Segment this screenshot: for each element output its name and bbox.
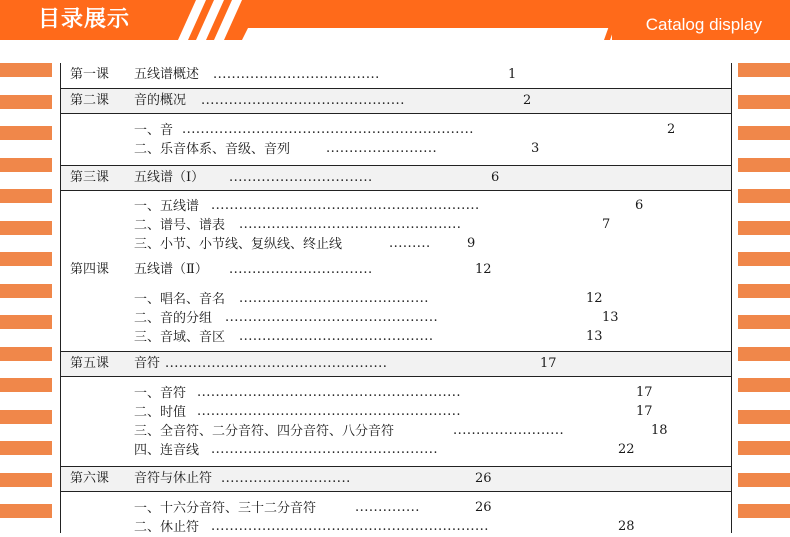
stripe-bar	[738, 252, 790, 266]
page-number: 17	[636, 404, 653, 419]
stripe-bar	[0, 221, 52, 235]
stripe-bar	[738, 504, 790, 518]
stripe-bar	[0, 473, 52, 487]
lesson-row-3	[61, 166, 731, 190]
divider	[61, 190, 731, 191]
stripe-bar	[0, 126, 52, 140]
toc-item-text: 一、音	[134, 123, 174, 138]
page-number: 12	[586, 291, 603, 306]
lesson-title: 五线谱（Ⅰ）	[134, 170, 205, 185]
dot-leader: ............................	[221, 471, 351, 486]
divider	[61, 491, 731, 492]
dot-leader: ...............................	[229, 170, 373, 185]
dot-leader: ................................................	[165, 356, 388, 371]
toc-item	[134, 290, 225, 309]
lesson-number: 第一课	[70, 67, 110, 82]
divider	[61, 113, 731, 114]
stripe-bar	[0, 315, 52, 329]
page-number: 7	[602, 217, 611, 232]
left-stripe-decoration	[0, 40, 52, 533]
lesson-number: 第二课	[70, 93, 110, 108]
stripe-bar	[738, 63, 790, 77]
stripe-bar	[0, 189, 52, 203]
page-number: 13	[602, 310, 619, 325]
lesson-title: 音的概况	[134, 93, 187, 108]
stripe-bar	[738, 189, 790, 203]
toc-item	[134, 121, 173, 140]
page-number: 2	[667, 122, 676, 137]
page-number: 17	[636, 385, 653, 400]
toc-item-text: 二、乐音体系、音级、音列	[134, 142, 291, 157]
dot-leader: ........................	[453, 423, 565, 438]
lesson-row-2	[61, 89, 731, 113]
dot-leader: .........................................................	[197, 404, 462, 419]
page-number: 22	[618, 442, 635, 457]
divider	[61, 376, 731, 377]
stripe-bar	[0, 252, 52, 266]
toc-item	[134, 518, 199, 537]
banner-subtitle: Catalog display	[645, 15, 762, 34]
stripe-bar	[738, 158, 790, 172]
dot-leader: ............................................................	[211, 519, 489, 534]
toc-item-text: 一、音符	[134, 386, 187, 401]
toc-item-text: 二、休止符	[134, 520, 200, 535]
toc-item	[134, 422, 394, 441]
stripe-bar	[0, 63, 52, 77]
dot-leader: .........	[389, 236, 431, 251]
stripe-bar	[738, 221, 790, 235]
catalog-banner	[0, 0, 790, 40]
dot-leader: .................................................	[211, 442, 438, 457]
lesson-number: 第六课	[70, 471, 110, 486]
toc-item-text: 三、小节、小节线、复纵线、终止线	[134, 237, 343, 252]
toc-item-text: 二、音的分组	[134, 311, 213, 326]
stripe-bar	[738, 95, 790, 109]
lesson-row-1	[61, 63, 731, 87]
toc-item	[134, 216, 225, 235]
toc-item	[134, 384, 186, 403]
page-number: 28	[618, 519, 635, 534]
toc-item-text: 三、全音符、二分音符、四分音符、八分音符	[134, 424, 395, 439]
lesson-title: 五线谱（Ⅱ）	[134, 262, 208, 277]
lesson-row-6	[61, 467, 731, 491]
stripe-bar	[0, 158, 52, 172]
lesson-row-5	[61, 352, 731, 376]
toc-item	[134, 441, 199, 460]
stripe-bar	[0, 504, 52, 518]
stripe-bar	[738, 410, 790, 424]
page-number: 26	[475, 500, 492, 515]
page-number: 2	[523, 93, 532, 108]
toc-item-text: 二、时值	[134, 405, 187, 420]
page-number: 1	[508, 67, 517, 82]
stripe-bar	[738, 284, 790, 298]
page-number: 18	[651, 423, 668, 438]
toc-item-text: 二、谱号、谱表	[134, 218, 226, 233]
page-number: 17	[540, 356, 557, 371]
page-number: 12	[475, 262, 492, 277]
lesson-title: 音符与休止符	[134, 471, 213, 486]
toc-item-text: 四、连音线	[134, 443, 200, 458]
stripe-bar	[0, 441, 52, 455]
toc-item-text: 一、五线谱	[134, 199, 200, 214]
dot-leader: ...............................	[229, 262, 373, 277]
lesson-title: 音符	[134, 356, 161, 371]
toc-item	[134, 328, 225, 347]
toc-item	[134, 140, 290, 159]
stripe-bar	[738, 126, 790, 140]
stripe-bar	[0, 378, 52, 392]
page-number: 26	[475, 471, 492, 486]
dot-leader: ........................	[326, 141, 438, 156]
toc-item-text: 三、音域、音区	[134, 330, 226, 345]
right-stripe-decoration	[738, 40, 790, 533]
dot-leader: ..........................................................	[211, 198, 480, 213]
stripe-bar	[0, 95, 52, 109]
dot-leader: ..........................................	[239, 329, 434, 344]
dot-leader: ...............................................................	[182, 122, 474, 137]
dot-leader: ..............................................	[225, 310, 439, 325]
dot-leader: ....................................	[213, 67, 380, 82]
toc-item	[134, 309, 212, 328]
stripe-bar	[0, 410, 52, 424]
stripe-bar	[738, 315, 790, 329]
toc-item-text: 一、唱名、音名	[134, 292, 226, 307]
banner-title: 目录展示	[38, 7, 131, 32]
dot-leader: .........................................	[239, 291, 429, 306]
stripe-bar	[738, 473, 790, 487]
toc-item	[134, 403, 186, 422]
toc-item	[134, 235, 342, 254]
catalog-table	[60, 63, 732, 533]
toc-item-text: 一、十六分音符、三十二分音符	[134, 501, 317, 516]
stripe-bar	[0, 284, 52, 298]
stripe-bar	[738, 347, 790, 361]
page-number: 6	[491, 170, 500, 185]
lesson-number: 第五课	[70, 356, 110, 371]
lesson-number: 第三课	[70, 170, 110, 185]
lesson-title: 五线谱概述	[134, 67, 200, 82]
lesson-number: 第四课	[70, 262, 110, 277]
stripe-bar	[738, 441, 790, 455]
page-number: 13	[586, 329, 603, 344]
stripe-bar	[0, 347, 52, 361]
page-number: 9	[467, 236, 476, 251]
page-number: 3	[531, 141, 540, 156]
toc-item	[134, 197, 199, 216]
dot-leader: ................................................	[239, 217, 462, 232]
dot-leader: ............................................	[201, 93, 405, 108]
stripe-bar	[738, 378, 790, 392]
dot-leader: .........................................................	[197, 385, 462, 400]
toc-item	[134, 499, 316, 518]
dot-leader: ..............	[355, 500, 420, 515]
page-number: 6	[635, 198, 644, 213]
